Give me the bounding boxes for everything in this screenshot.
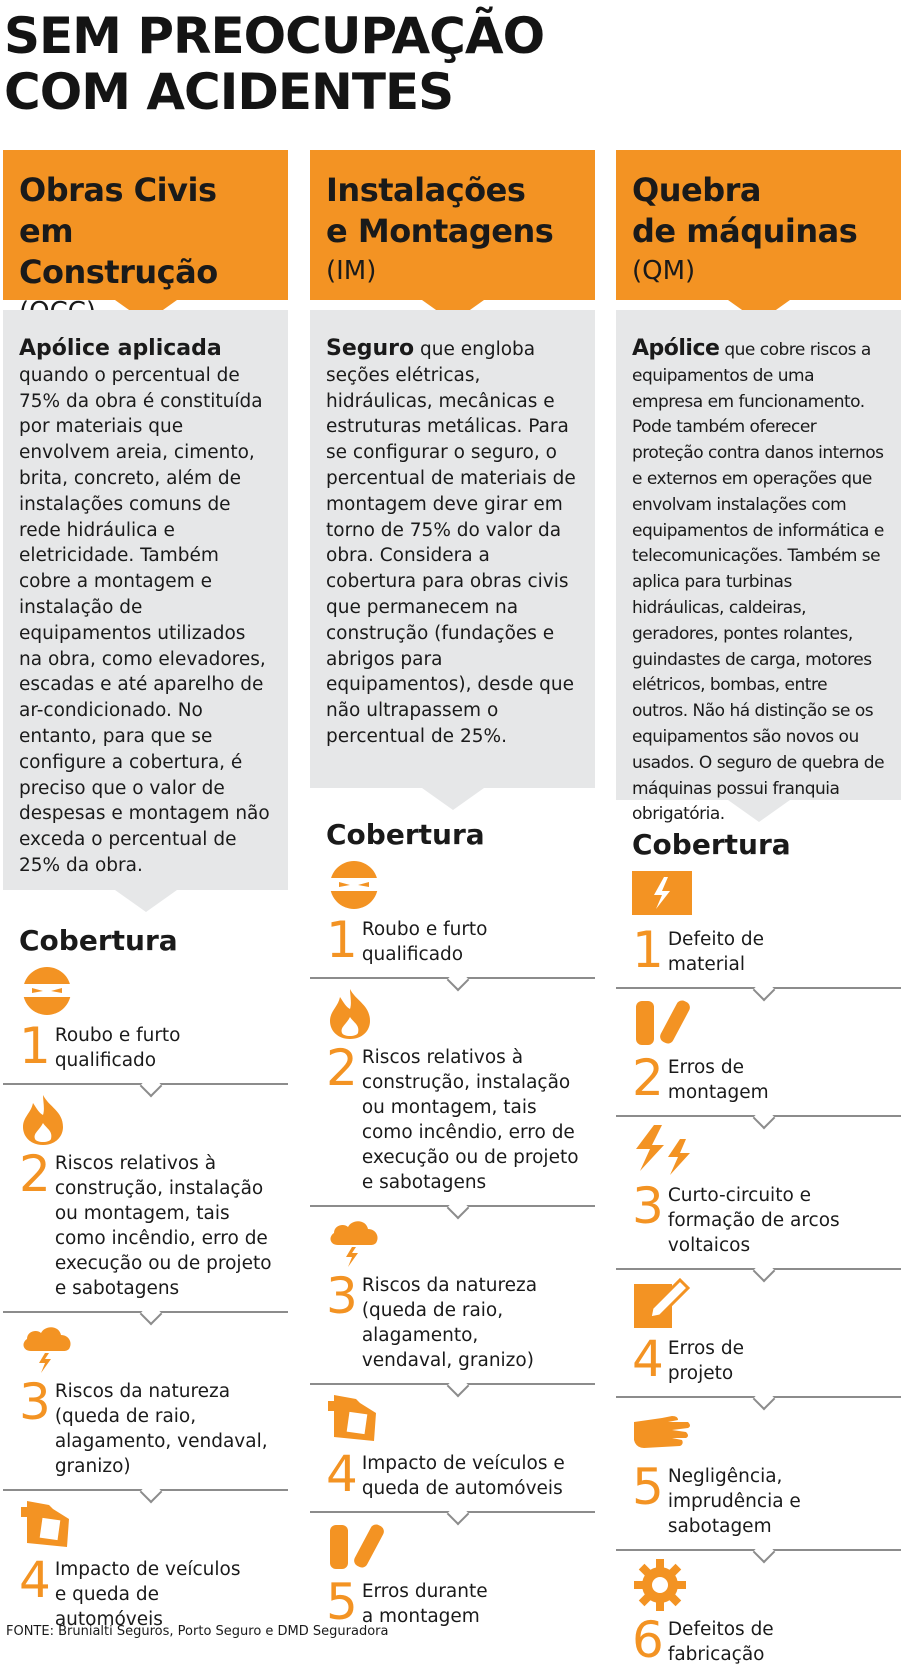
thief-mask-icon — [326, 859, 386, 911]
source-note: FONTE: Brunialti Seguros, Porto Seguro e DMD Seguradora — [6, 1624, 389, 1639]
item-text: Roubo e furto qualificado — [361, 919, 488, 965]
title-line-2: COM ACIDENTES — [4, 63, 454, 121]
item-number: 5 — [632, 1458, 664, 1516]
header-line-2: em Construção — [19, 212, 218, 291]
thief-mask-icon — [19, 965, 79, 1017]
item-number: 1 — [19, 1017, 51, 1075]
fire-icon — [326, 987, 386, 1039]
column-header — [3, 150, 288, 300]
item-number: 2 — [326, 1039, 358, 1097]
page-title — [4, 8, 604, 120]
coverage-title: Cobertura — [326, 818, 485, 851]
header-line-1: Instalações — [326, 171, 526, 209]
title-line-1: SEM PREOCUPAÇÃO — [4, 7, 545, 65]
coverage-item — [310, 1385, 595, 1513]
column-im — [310, 150, 595, 1639]
item-text: Defeito de material — [667, 929, 765, 975]
item-number: 6 — [632, 1611, 664, 1669]
column-description — [616, 310, 901, 825]
hand-icon — [632, 1406, 692, 1458]
column-occ — [3, 150, 288, 1642]
coverage-item — [3, 1085, 288, 1313]
item-number: 4 — [19, 1551, 51, 1609]
item-number: 3 — [19, 1373, 51, 1431]
item-number: 1 — [326, 911, 358, 969]
gear-icon — [632, 1559, 692, 1611]
pencil-paper-icon — [632, 1278, 692, 1330]
item-number: 3 — [632, 1177, 664, 1235]
column-description — [3, 310, 288, 890]
fire-icon — [19, 1093, 79, 1145]
coverage-item — [616, 861, 901, 989]
header-line-1: Obras Civis — [19, 171, 217, 209]
bandage-icon — [326, 1521, 386, 1573]
description-text: quando o percentual de 75% da obra é constituída por materiais que envolvem areia, cimento, brita, concreto, além de instalações comuns de rede hidráulica e eletricidade. Também cobre a montagem e instalação de equipamentos utilizados na obra, como elevadores, escadas e até aparelho de ar-condicionado. No entanto, para que se configure a cobertura, é preciso que o valor de despesas e montagem não exceda o percentual de 25% da obra. — [19, 364, 270, 876]
coverage-item — [310, 979, 595, 1207]
item-text: Negligência, imprudência e sabotagem — [667, 1466, 801, 1537]
item-text: Riscos da natureza (queda de raio, alagamento, vendaval, granizo) — [361, 1275, 538, 1371]
item-number: 3 — [326, 1267, 358, 1325]
electric-box-icon — [632, 869, 692, 921]
coverage-item — [310, 1513, 595, 1639]
coverage-item — [616, 1270, 901, 1398]
header-line-2: e Montagens — [326, 212, 554, 250]
item-number: 4 — [632, 1330, 664, 1388]
item-text: Riscos relativos à construção, instalação ou montagem, tais como incêndio, erro de execução ou de projeto e sabotagens — [361, 1047, 579, 1193]
coverage-item — [616, 1117, 901, 1270]
description-lead: Apólice — [632, 336, 720, 361]
car-crash-icon — [326, 1393, 386, 1445]
header-abbreviation: (IM) — [326, 256, 377, 286]
coverage-item — [310, 1207, 595, 1385]
item-text: Roubo e furto qualificado — [54, 1025, 181, 1071]
column-header — [616, 150, 901, 300]
coverage-item — [3, 1313, 288, 1491]
description-lead: Apólice aplicada — [19, 336, 222, 361]
bandage-icon — [632, 997, 692, 1049]
item-text: Erros de projeto — [667, 1338, 744, 1384]
item-text: Erros de montagem — [667, 1057, 769, 1103]
item-number: 5 — [326, 1573, 358, 1631]
item-text: Defeitos de fabricação — [667, 1619, 774, 1665]
item-text: Impacto de veículos e queda de automóveis — [361, 1453, 565, 1499]
description-text: que cobre riscos a equipamentos de uma empresa em funcionamento. Pode também oferecer proteção contra danos internos e externos em operações que envolvam instalações com equipamentos de informática e telecomunicações. Também se aplica para turbinas hidráulicas, caldeiras, geradores, pontes rolantes, guindastes de carga, motores elétricos, bombas, entre outros. Não há distinção se os equipamentos são novos ou usados. O seguro de quebra de máquinas possui franquia obrigatória. — [632, 340, 885, 825]
coverage-item — [616, 1551, 901, 1677]
coverage-item — [616, 1398, 901, 1551]
storm-cloud-icon — [326, 1215, 386, 1267]
coverage-title: Cobertura — [19, 924, 178, 957]
coverage-item — [3, 1491, 288, 1642]
item-text: Riscos da natureza (queda de raio, alagamento, vendaval, granizo) — [54, 1381, 268, 1477]
coverage-item — [3, 957, 288, 1085]
header-line-2: de máquinas — [632, 212, 858, 250]
item-text: Riscos relativos à construção, instalação ou montagem, tais como incêndio, erro de execução ou de projeto e sabotagens — [54, 1153, 272, 1299]
coverage-title: Cobertura — [632, 828, 791, 861]
item-number: 4 — [326, 1445, 358, 1503]
header-line-1: Quebra — [632, 171, 761, 209]
lightning-bolt-icon — [632, 1125, 692, 1177]
item-text: Impacto de veículos e queda de automóveis — [54, 1559, 241, 1630]
item-number: 1 — [632, 921, 664, 979]
coverage-item — [310, 851, 595, 979]
item-number: 2 — [19, 1145, 51, 1203]
description-lead: Seguro — [326, 336, 415, 361]
coverage-item — [616, 989, 901, 1117]
description-text: que engloba seções elétricas, hidráulicas, mecânicas e estruturas metálicas. Para se configurar o seguro, o percentual de materiais de montagem deve girar em torno de 75% do valor da obra. Considera a cobertura para obras civis que permanecem na construção (fundações e abrigos para equipamentos), desde que não ultrapassem o percentual de 25%. — [326, 339, 576, 747]
column-header — [310, 150, 595, 300]
storm-cloud-icon — [19, 1321, 79, 1373]
car-crash-icon — [19, 1499, 79, 1551]
column-qm — [616, 150, 901, 1677]
item-number: 2 — [632, 1049, 664, 1107]
header-abbreviation: (QM) — [632, 256, 696, 286]
item-text: Erros durante a montagem — [361, 1581, 488, 1627]
column-description — [310, 310, 595, 788]
item-text: Curto-circuito e formação de arcos voltaicos — [667, 1185, 840, 1256]
